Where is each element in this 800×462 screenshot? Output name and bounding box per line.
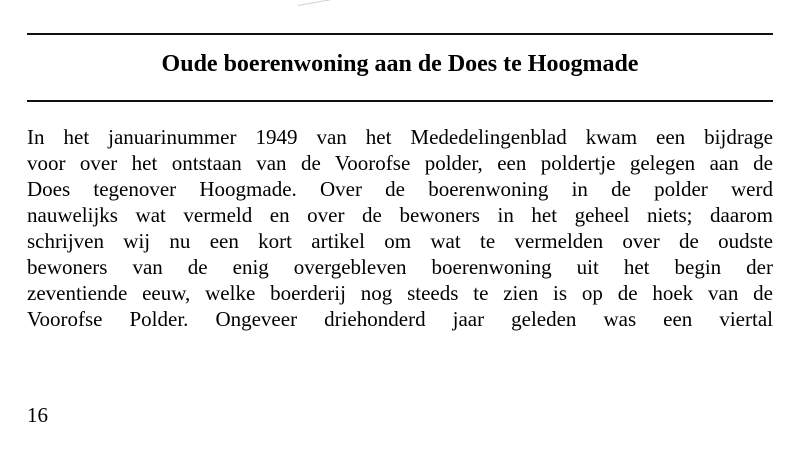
body-line: Voorofse Polder. Ongeveer driehonderd jaar geleden was een viertal [27, 307, 773, 331]
body-line: nauwelijks wat vermeld en over de bewoners in het geheel niets; daarom [27, 203, 773, 227]
body-line: zeventiende eeuw, welke boerderij nog steeds te zien is op de hoek van de [27, 281, 773, 305]
scan-artifact [298, 0, 333, 12]
body-line: schrijven wij nu een kort artikel om wat te vermelden over de oudste [27, 229, 773, 253]
article-title: Oude boerenwoning aan de Does te Hoogmade [161, 51, 639, 77]
page-number: 16 [27, 403, 48, 427]
top-divider [27, 33, 773, 35]
body-line: In het januarinummer 1949 van het Mededelingenblad kwam een bijdrage [27, 125, 773, 149]
body-line: voor over het ontstaan van de Voorofse polder, een poldertje gelegen aan de [27, 151, 773, 175]
body-line: Does tegenover Hoogmade. Over de boerenwoning in de polder werd [27, 177, 773, 201]
title-divider [27, 100, 773, 102]
body-line: bewoners van de enig overgebleven boerenwoning uit het begin der [27, 255, 773, 279]
article-body [27, 124, 773, 332]
